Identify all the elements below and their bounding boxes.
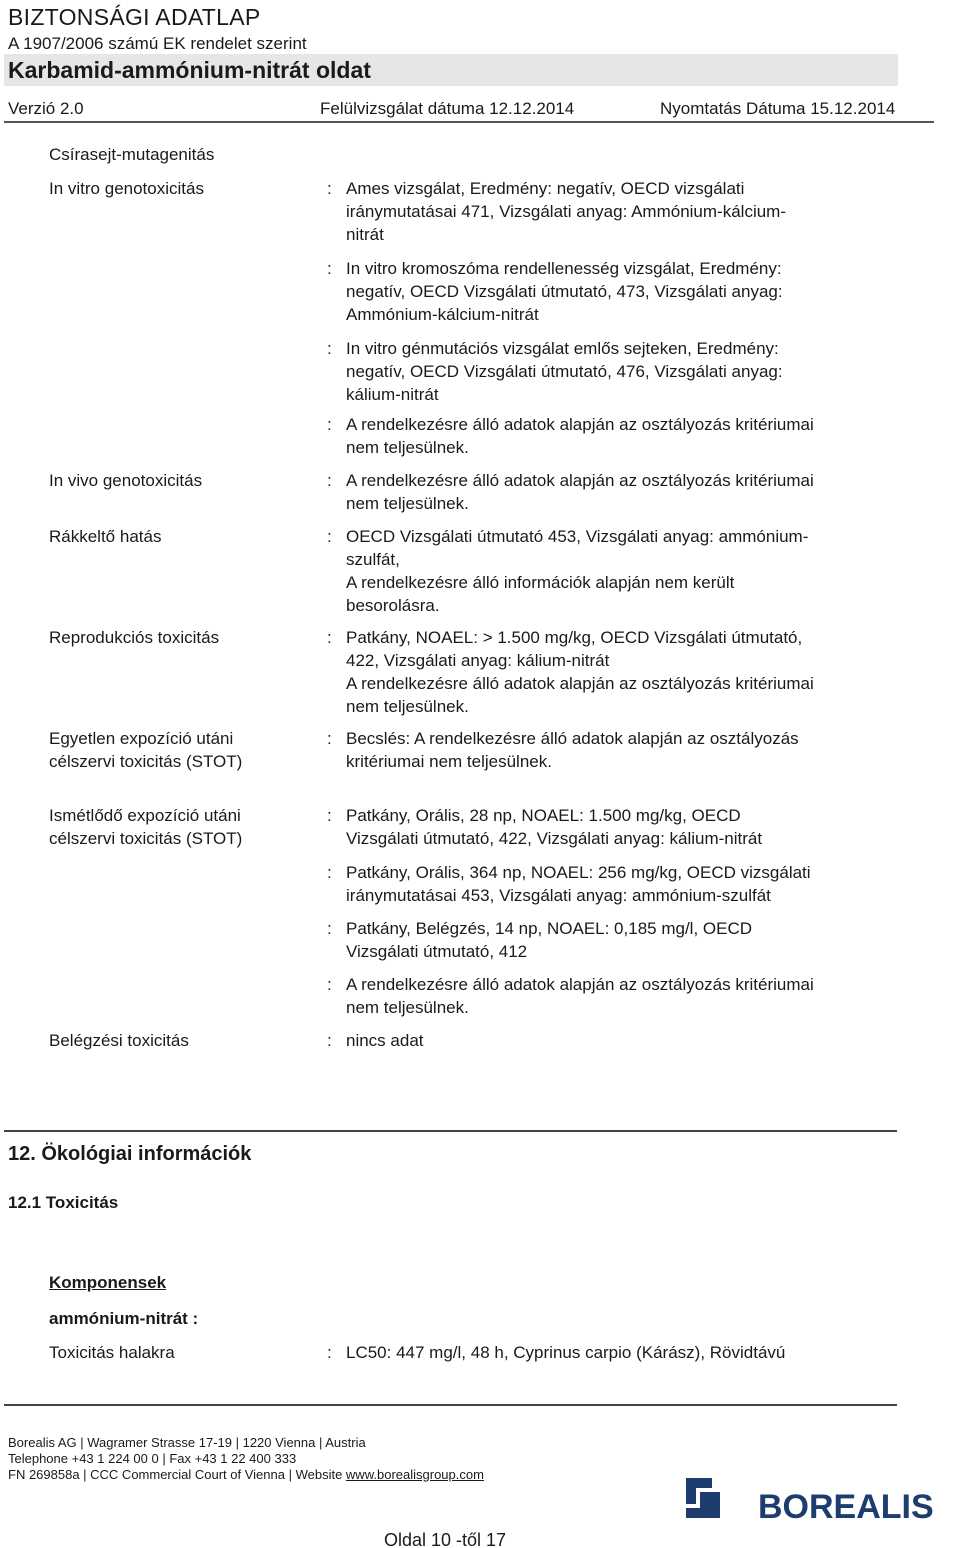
header-divider (4, 121, 934, 123)
subsection-heading: 12.1 Toxicitás (8, 1193, 119, 1212)
fish-toxicity-label: Toxicitás halakra (49, 1343, 175, 1362)
row-value-line: szulfát, (346, 550, 400, 569)
colon: : (327, 415, 332, 434)
row-value (346, 917, 886, 963)
row-value (346, 804, 886, 850)
row-value-line: Ammónium-kálcium-nitrát (346, 305, 539, 324)
row-label-line: célszervi toxicitás (STOT) (49, 752, 243, 771)
footer-registration (8, 1467, 484, 1482)
colon: : (327, 259, 332, 278)
footer-registration-text: FN 269858a | CCC Commercial Court of Vienna | Website (8, 1467, 346, 1482)
row-value-line: Vizsgálati útmutató, 422, Vizsgálati anyag: kálium-nitrát (346, 829, 763, 848)
components-heading: Komponensek (49, 1273, 167, 1292)
colon: : (327, 919, 332, 938)
row-label-line: Rákkeltő hatás (49, 527, 162, 546)
row-label-line: Ismétlődő expozíció utáni (49, 806, 241, 825)
row-value (346, 861, 886, 907)
footer-phone: Telephone +43 1 224 00 0 | Fax +43 1 22 400 333 (8, 1451, 297, 1466)
row-label (49, 177, 204, 200)
row-value-line: nem teljesülnek. (346, 697, 469, 716)
row-value-line: A rendelkezésre álló adatok alapján az osztályozás kritériumai (346, 975, 814, 994)
colon: : (327, 179, 332, 198)
row-value-line: OECD Vizsgálati útmutató 453, Vizsgálati anyag: ammónium- (346, 527, 809, 546)
row-value-line: Patkány, NOAEL: > 1.500 mg/kg, OECD Vizsgálati útmutató, (346, 628, 803, 647)
row-value-line: In vitro kromoszóma rendellenesség vizsgálat, Eredmény: (346, 259, 782, 278)
colon: : (327, 806, 332, 825)
colon: : (327, 975, 332, 994)
row-value (346, 525, 886, 617)
row-value-line: Ames vizsgálat, Eredmény: negatív, OECD vizsgálati (346, 179, 745, 198)
row-label (49, 626, 219, 649)
row-label-line: célszervi toxicitás (STOT) (49, 829, 243, 848)
colon: : (327, 628, 332, 647)
row-value-line: In vitro génmutációs vizsgálat emlős sejteken, Eredmény: (346, 339, 779, 358)
colon: : (327, 527, 332, 546)
row-label (49, 525, 161, 548)
website-link[interactable]: www.borealisgroup.com (345, 1467, 484, 1482)
fish-toxicity-value: LC50: 447 mg/l, 48 h, Cyprinus carpio (Kárász), Rövidtávú (346, 1343, 786, 1362)
row-value-line: nem teljesülnek. (346, 494, 469, 513)
row-value-line: A rendelkezésre álló adatok alapján az osztályozás kritériumai (346, 471, 814, 490)
row-value-line: nem teljesülnek. (346, 438, 469, 457)
row-label (49, 469, 202, 492)
product-name: Karbamid-ammónium-nitrát oldat (8, 57, 371, 83)
print-date: Nyomtatás Dátuma 15.12.2014 (660, 99, 896, 118)
row-value-line: negatív, OECD Vizsgálati útmutató, 476, Vizsgálati anyag: (346, 362, 783, 381)
row-value-line: besorolásra. (346, 596, 440, 615)
revision-date: Felülvizsgálat dátuma 12.12.2014 (320, 99, 575, 118)
colon: : (327, 1031, 332, 1050)
substance-name: ammónium-nitrát : (49, 1309, 199, 1328)
row-value-line: iránymutatásai 471, Vizsgálati anyag: Ammónium-kálcium- (346, 202, 786, 221)
section12-heading: 12. Ökológiai információk (8, 1143, 252, 1165)
row-label-line: In vivo genotoxicitás (49, 471, 203, 490)
footer-address: Borealis AG | Wagramer Strasse 17-19 | 1220 Vienna | Austria (8, 1435, 366, 1450)
row-value (346, 413, 886, 459)
row-value-line: 422, Vizsgálati anyag: kálium-nitrát (346, 651, 610, 670)
row-value-line: kálium-nitrát (346, 385, 439, 404)
row-value (346, 469, 886, 515)
row-value-line: A rendelkezésre álló információk alapján nem került (346, 573, 735, 592)
borealis-logo (686, 1474, 956, 1524)
row-label-line: In vitro genotoxicitás (49, 179, 204, 198)
row-value-line: iránymutatásai 453, Vizsgálati anyag: ammónium-szulfát (346, 886, 771, 905)
row-label-line: Egyetlen expozíció utáni (49, 729, 234, 748)
footer-divider (4, 1404, 897, 1406)
row-value (346, 177, 886, 246)
row-value-line: nem teljesülnek. (346, 998, 469, 1017)
row-value-line: Patkány, Belégzés, 14 np, NOAEL: 0,185 mg/l, OECD (346, 919, 752, 938)
row-value (346, 973, 886, 1019)
row-value-line: A rendelkezésre álló adatok alapján az osztályozás kritériumai (346, 415, 814, 434)
logo-wordmark: BOREALIS (758, 1488, 934, 1524)
row-value (346, 727, 886, 773)
version-label: Verzió 2.0 (8, 99, 84, 118)
row-label (49, 1029, 189, 1052)
row-label-line: Belégzési toxicitás (49, 1031, 189, 1050)
colon: : (327, 863, 332, 882)
colon: : (327, 729, 332, 748)
row-label-line: Reprodukciós toxicitás (49, 628, 220, 647)
row-value-line: nitrát (346, 225, 384, 244)
row-value (346, 626, 886, 718)
colon: : (327, 471, 332, 490)
row-value-line: nincs adat (346, 1031, 424, 1050)
row-value-line: A rendelkezésre álló adatok alapján az osztályozás kritériumai (346, 674, 814, 693)
colon: : (327, 339, 332, 358)
row-value-line: Vizsgálati útmutató, 412 (346, 942, 528, 961)
row-label (49, 727, 242, 773)
colon: : (327, 1343, 332, 1362)
row-value-line: Patkány, Orális, 364 np, NOAEL: 256 mg/kg, OECD vizsgálati (346, 863, 811, 882)
row-value (346, 257, 886, 326)
row-value (346, 1029, 886, 1052)
page-number: Oldal 10 -től 17 (384, 1530, 507, 1548)
row-label (49, 804, 242, 850)
document-title: BIZTONSÁGI ADATLAP (8, 4, 261, 30)
regulation-reference: A 1907/2006 számú EK rendelet szerint (8, 34, 307, 53)
row-value-line: kritériumai nem teljesülnek. (346, 752, 552, 771)
row-value-line: Becslés: A rendelkezésre álló adatok alapján az osztályozás (346, 729, 799, 748)
row-value-line: Patkány, Orális, 28 np, NOAEL: 1.500 mg/kg, OECD (346, 806, 741, 825)
row-value-line: negatív, OECD Vizsgálati útmutató, 473, Vizsgálati anyag: (346, 282, 783, 301)
row-value (346, 337, 886, 406)
section-heading: Csírasejt-mutagenitás (49, 145, 215, 164)
section12-divider (4, 1130, 897, 1132)
